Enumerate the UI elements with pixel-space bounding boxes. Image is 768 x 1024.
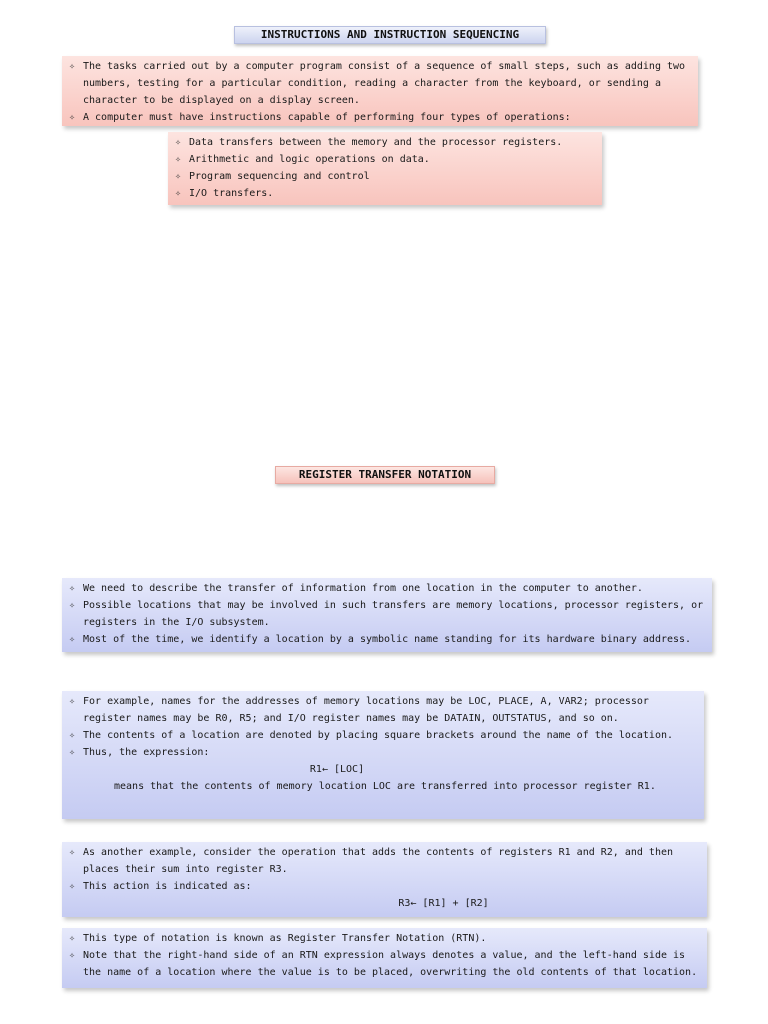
list-item: ✧ This action is indicated as: xyxy=(66,878,701,895)
diamond-bullet-icon: ✧ xyxy=(68,950,76,961)
add-example-box xyxy=(62,842,707,917)
list-item: ✧ Arithmetic and logic operations on data. xyxy=(172,151,596,168)
diamond-bullet-icon: ✧ xyxy=(174,188,182,199)
list-item: ✧ This type of notation is known as Register Transfer Notation (RTN). xyxy=(66,930,701,947)
locations-box xyxy=(62,578,712,652)
list-item: ✧ We need to describe the transfer of information from one location in the computer to another. xyxy=(66,580,706,597)
list-item: ✧ As another example, consider the operation that adds the contents of registers R1 and R2, and then places their sum into register R3. xyxy=(66,844,701,878)
diamond-bullet-icon: ✧ xyxy=(68,61,76,72)
list-item: ✧ Possible locations that may be involved in such transfers are memory locations, processor registers, or registers in the I/O subsystem. xyxy=(66,597,706,631)
list-item: ✧ Most of the time, we identify a location by a symbolic name standing for its hardware binary address. xyxy=(66,631,706,648)
diamond-bullet-icon: ✧ xyxy=(68,696,76,707)
list-item: ✧ The tasks carried out by a computer program consist of a sequence of small steps, such as adding two numbers, testing for a particular condition, reading a character from the keyboard, or sending a character to be displayed on a display screen. xyxy=(66,58,692,109)
diamond-bullet-icon: ✧ xyxy=(68,730,76,741)
list-item: ✧ The contents of a location are denoted by placing square brackets around the name of the location. xyxy=(66,727,698,744)
list-item: ✧ Note that the right-hand side of an RTN expression always denotes a value, and the left-hand side is the name of a location where the value is to be placed, overwriting the old contents of that location. xyxy=(66,947,701,981)
diamond-bullet-icon: ✧ xyxy=(68,747,76,758)
list-item: ✧ A computer must have instructions capable of performing four types of operations: xyxy=(66,109,692,126)
list-item: ✧ I/O transfers. xyxy=(172,185,596,202)
list-item: ✧ For example, names for the addresses of memory locations may be LOC, PLACE, A, VAR2; processor register names may be R0, R5; and I/O register names may be DATAIN, OUTSTATUS, and so on. xyxy=(66,693,698,727)
list-item: ✧ Thus, the expression: xyxy=(66,744,698,761)
section-title-instructions: INSTRUCTIONS AND INSTRUCTION SEQUENCING xyxy=(234,26,546,44)
rtn-expression-loc: R1← [LOC] xyxy=(309,764,365,775)
diamond-bullet-icon: ✧ xyxy=(68,847,76,858)
list-item: ✧ Data transfers between the memory and the processor registers. xyxy=(172,134,596,151)
rtn-expression-add: R3← [R1] + [R2] xyxy=(398,898,489,909)
section-title-rtn: REGISTER TRANSFER NOTATION xyxy=(275,466,495,484)
expression-explanation: means that the contents of memory location LOC are transferred into processor register R1. xyxy=(114,781,656,792)
diamond-bullet-icon: ✧ xyxy=(68,634,76,645)
list-item: ✧ Program sequencing and control xyxy=(172,168,596,185)
diamond-bullet-icon: ✧ xyxy=(68,600,76,611)
intro-box xyxy=(62,56,698,126)
rtn-definition-box xyxy=(62,928,707,988)
diamond-bullet-icon: ✧ xyxy=(68,583,76,594)
diamond-bullet-icon: ✧ xyxy=(68,112,76,123)
diamond-bullet-icon: ✧ xyxy=(174,137,182,148)
names-example-box xyxy=(62,691,704,819)
diamond-bullet-icon: ✧ xyxy=(68,933,76,944)
diamond-bullet-icon: ✧ xyxy=(68,881,76,892)
diamond-bullet-icon: ✧ xyxy=(174,171,182,182)
diamond-bullet-icon: ✧ xyxy=(174,154,182,165)
operations-box xyxy=(168,132,602,205)
